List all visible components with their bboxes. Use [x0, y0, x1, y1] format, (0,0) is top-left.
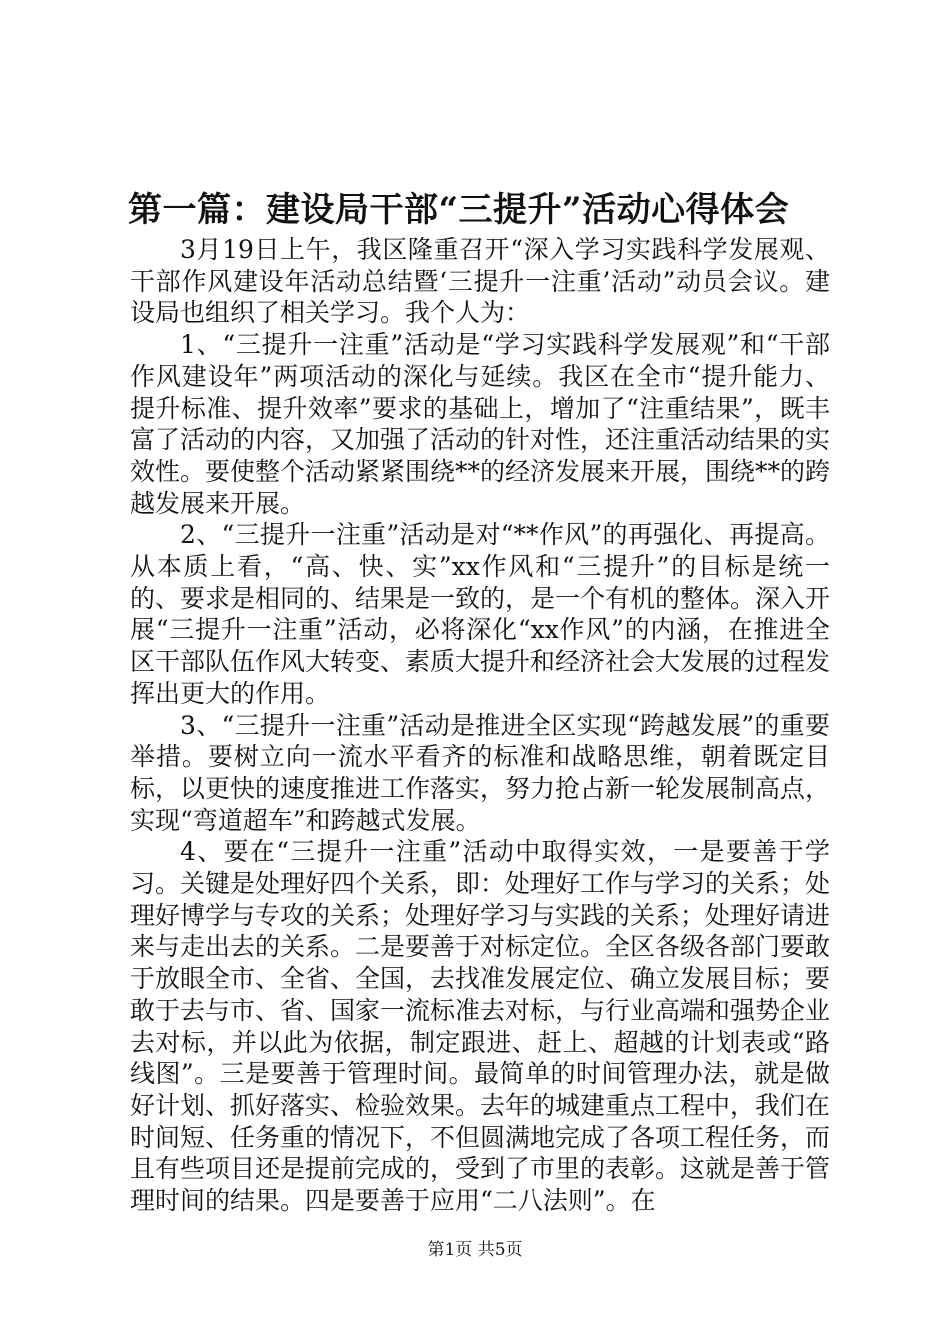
- paragraph-point-4: 4、要在“三提升一注重”活动中取得实效，一是要善于学习。关键是处理好四个关系，即：处理好工作与学习的关系；处理好博学与专攻的关系；处理好学习与实践的关系；处理好请进来与走出去的关系。二是要善于对标定位。全区各级各部门要敢于放眼全市、全省、全国，去找准发展定位、确立发展目标；要敢于去与市、省、国家一流标准去对标，与行业高端和强势企业去对标，并以此为依据，制定跟进、赶上、超越的计划表或“路线图”。三是要善于管理时间。最简单的时间管理办法，就是做好计划、抓好落实、检验效果。去年的城建重点工程中，我们在时间短、任务重的情况下，不但圆满地完成了各项工程任务，而且有些项目还是提前完成的，受到了市里的表彰。这就是善于管理时间的结果。四是要善于应用“二八法则”。在: [130, 837, 831, 1216]
- paragraph-point-3: 3、“三提升一注重”活动是推进全区实现“跨越发展”的重要举措。要树立向一流水平看齐的标准和战略思维，朝着既定目标，以更快的速度推进工作落实，努力抢占新一轮发展制高点，实现“弯道超车”和跨越式发展。: [130, 710, 831, 835]
- document-title: 第一篇：建设局干部“三提升”活动心得体会: [128, 190, 790, 230]
- page-number-label: 第1页 共5页: [427, 1240, 523, 1260]
- paragraph-point-2: 2、“三提升一注重”活动是对“**作风”的再强化、再提高。从本质上看，“高、快、实”xx作风和“三提升”的目标是统一的、要求是相同的、结果是一致的，是一个有机的整体。深入开展“三提升一注重”活动，必将深化“xx作风”的内涵，在推进全区干部队伍作风大转变、素质大提升和经济社会大发展的过程发挥出更大的作用。: [130, 520, 831, 708]
- paragraph-intro: 3月19日上午，我区隆重召开“深入学习实践科学发展观、干部作风建设年活动总结暨‘三提升一注重’活动”动员会议。建设局也组织了相关学习。我个人为：: [130, 235, 830, 328]
- document-body: [130, 234, 830, 1217]
- paragraph-point-1: 1、“三提升一注重”活动是“学习实践科学发展观”和“干部作风建设年”两项活动的深化与延续。我区在全市“提升能力、提升标准、提升效率”要求的基础上，增加了“注重结果”，既丰富了活动的内容，又加强了活动的针对性，还注重活动结果的实效性。要使整个活动紧紧围绕**的经济发展来开展，围绕**的跨越发展来开展。: [130, 330, 831, 518]
- page-footer: [0, 1238, 950, 1262]
